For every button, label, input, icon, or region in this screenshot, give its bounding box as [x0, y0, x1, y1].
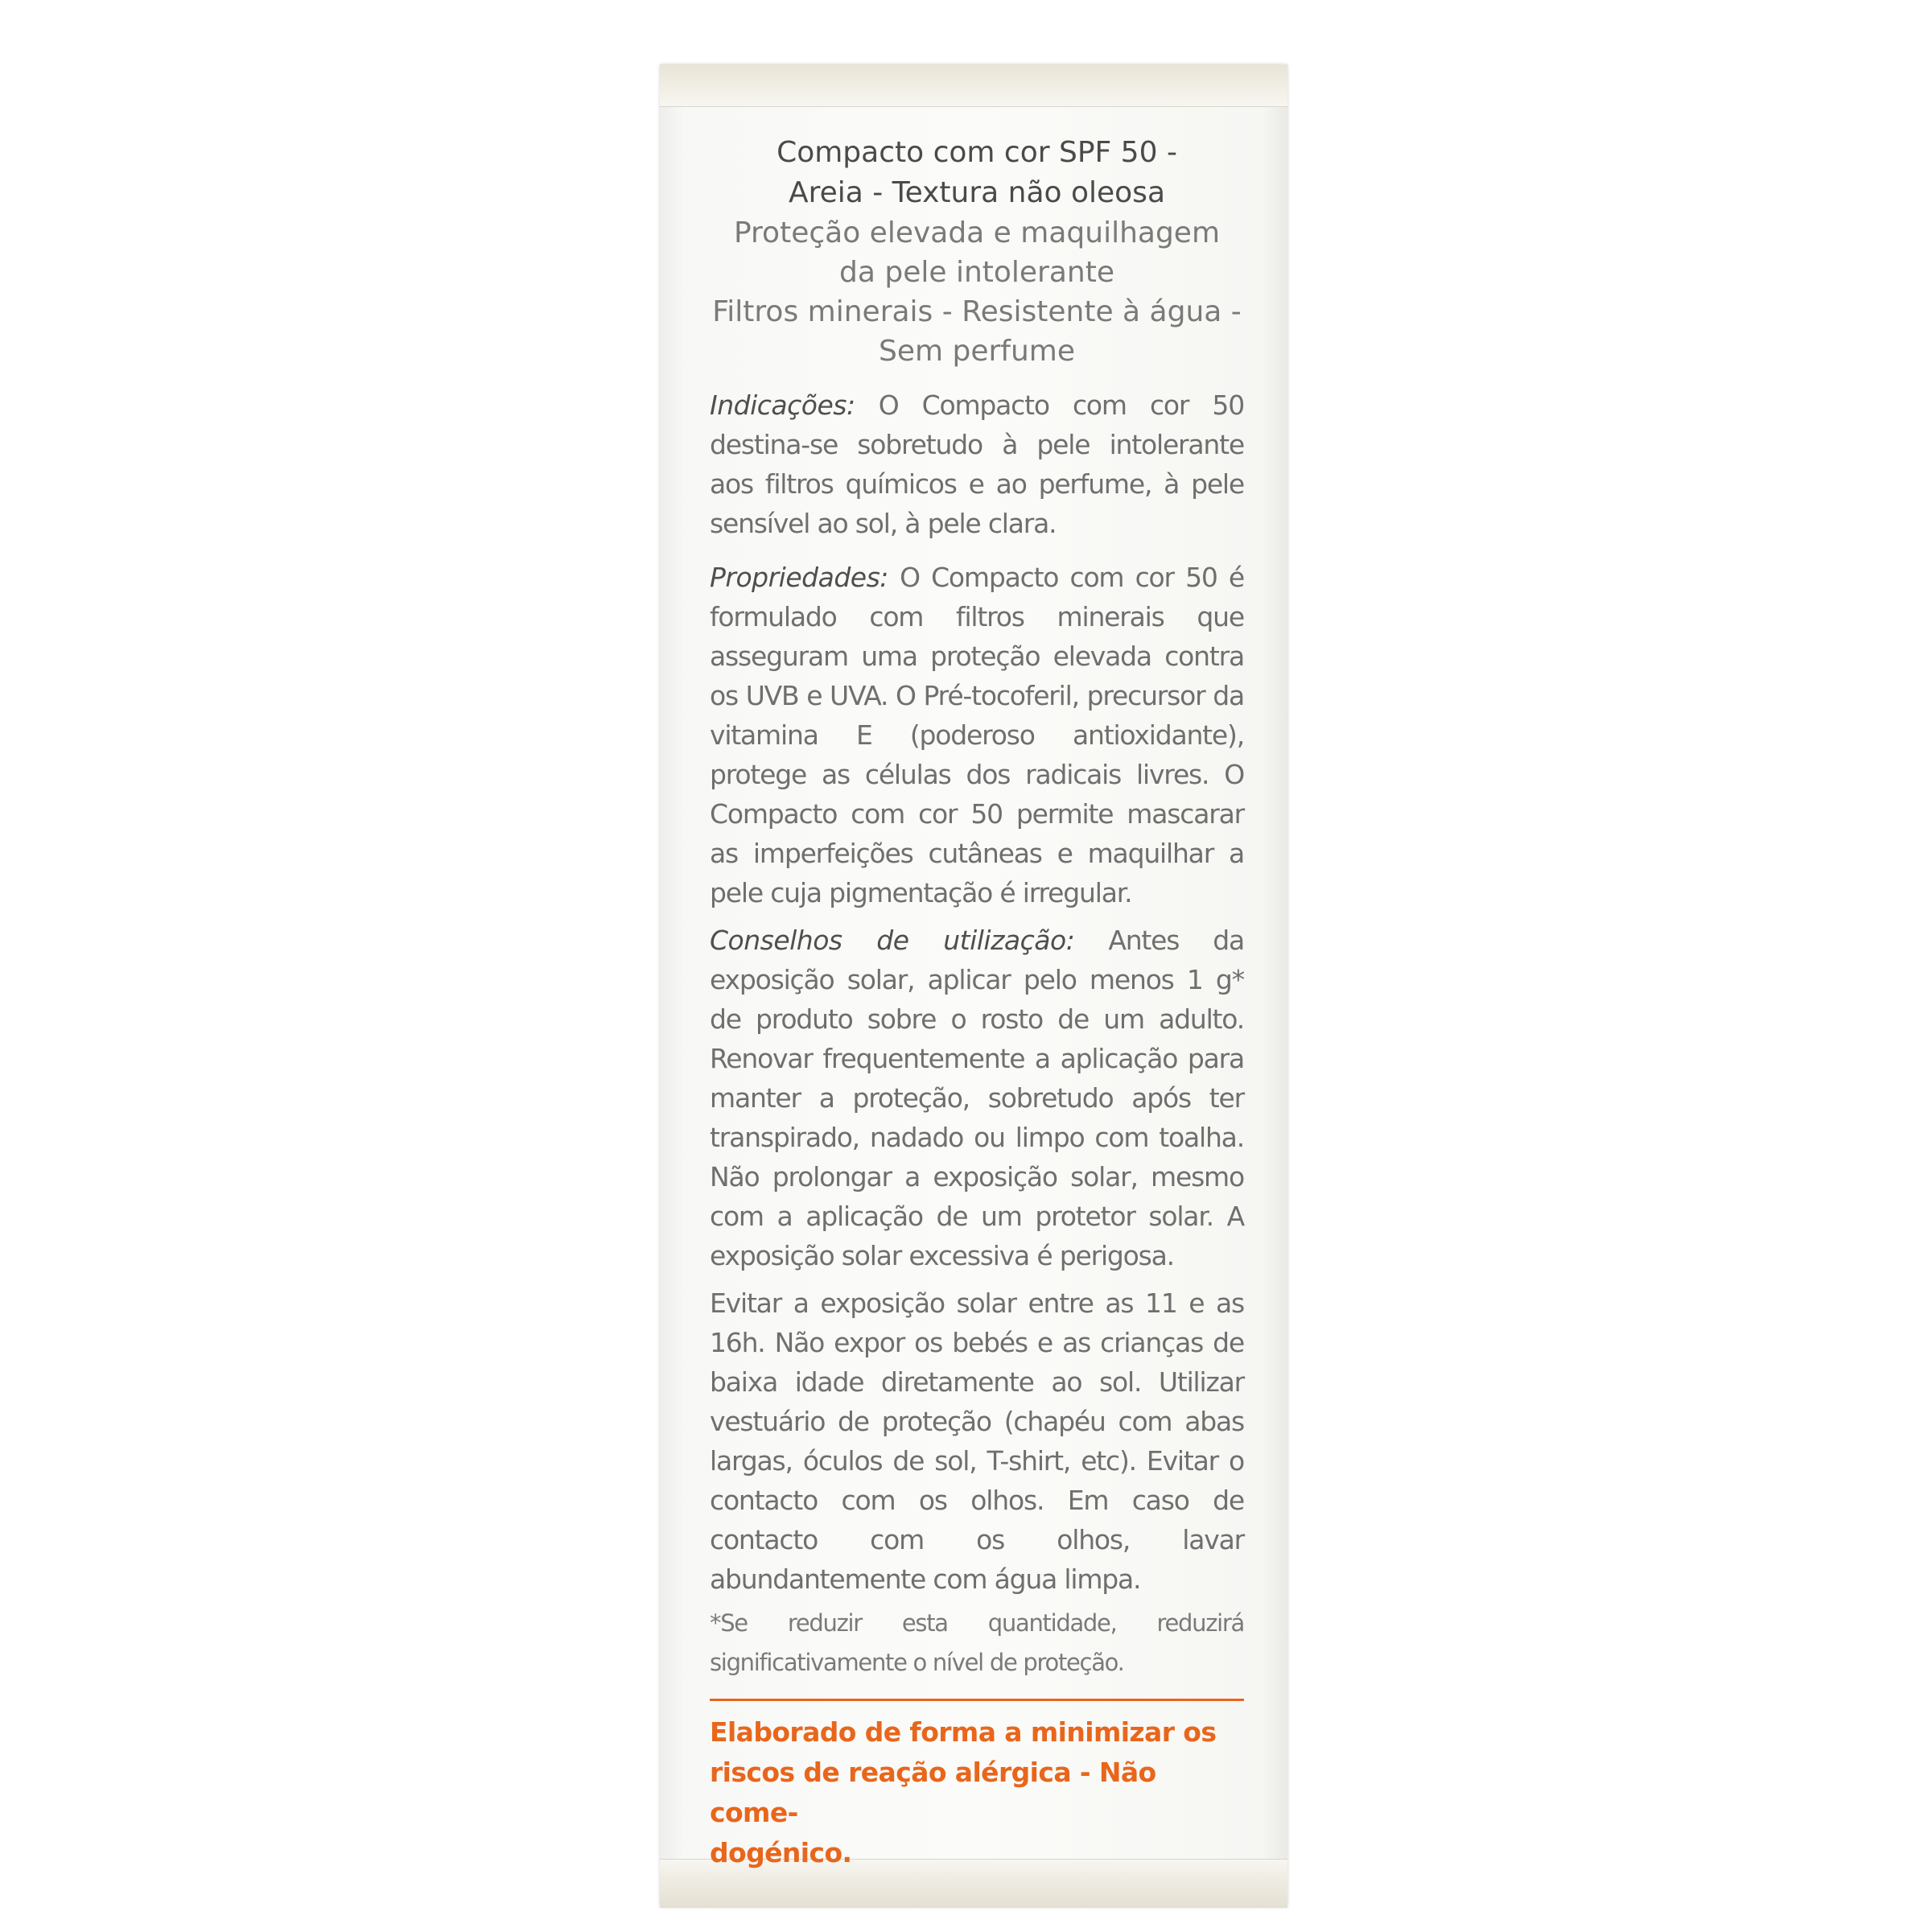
subtitle-line-2: da pele intolerante [839, 256, 1114, 289]
footnote: *Se reduzir esta quantidade, reduzirá significativamente o nível de proteção. [710, 1609, 1244, 1676]
usage-text: Antes da exposição solar, aplicar pelo menos 1 g* de produto sobre o rosto de um adulto. Renovar frequentemente a aplicação para manter a proteção, sobretudo após ter transpirado, nadado ou limpo com toalha. Não prolongar a exposição solar, mesmo com a aplicação de um protetor solar. A exposição solar excessiva é perigosa. [710, 925, 1245, 1271]
box-top-flap [660, 64, 1287, 107]
subtitle-line-1: Proteção elevada e maquilhagem [733, 216, 1221, 249]
box-side-panel [710, 133, 1244, 1873]
usage-heading: Conselhos de utilização: [710, 925, 1075, 956]
product-title [710, 133, 1244, 213]
warning-line-3: dogénico. [710, 1837, 852, 1868]
product-subtitle [710, 213, 1244, 371]
usage-paragraph [710, 921, 1244, 1275]
warning-line-2: riscos de reação alérgica - Não come- [710, 1757, 1156, 1828]
allergy-warning [710, 1712, 1244, 1873]
properties-heading: Propriedades: [710, 562, 888, 593]
subtitle-line-3: Filtros minerais - Resistente à água - [712, 295, 1242, 328]
advice-paragraph: Evitar a exposição solar entre as 11 e as 16h. Não expor os bebés e as crianças de baixa idade diretamente ao sol. Utilizar vestuário de proteção (chapéu com abas largas, óculos de sol, T-shirt, etc). Evitar o contacto com os olhos. Em caso de contacto com os olhos, lavar abundantemente com água limpa. [710, 1287, 1244, 1595]
product-title-line-2: Areia - Textura não oleosa [788, 176, 1166, 209]
properties-text: O Compacto com cor 50 é formulado com filtros minerais que asseguram uma proteção elevada contra os UVB e UVA. O Pré-tocoferil, precursor da vitamina E (poderoso antioxidante), protege as células dos radicais livres. O Compacto com cor 50 permite mascarar as imperfeições cutâneas e maquilhar a pele cuja pigmentação é irregular. [710, 562, 1244, 908]
product-title-line-1: Compacto com cor SPF 50 - [777, 136, 1177, 169]
properties-paragraph [710, 558, 1244, 912]
indications-heading: Indicações: [710, 389, 855, 421]
indications-paragraph [710, 385, 1244, 543]
subtitle-line-4: Sem perfume [878, 335, 1076, 368]
orange-divider [710, 1699, 1244, 1701]
indications-text: O Compacto com cor 50 destina-se sobretudo à pele intolerante aos filtros químicos e ao perfume, à pele sensível ao sol, à pele clara. [710, 389, 1244, 539]
warning-line-1: Elaborado de forma a minimizar os [710, 1716, 1217, 1748]
